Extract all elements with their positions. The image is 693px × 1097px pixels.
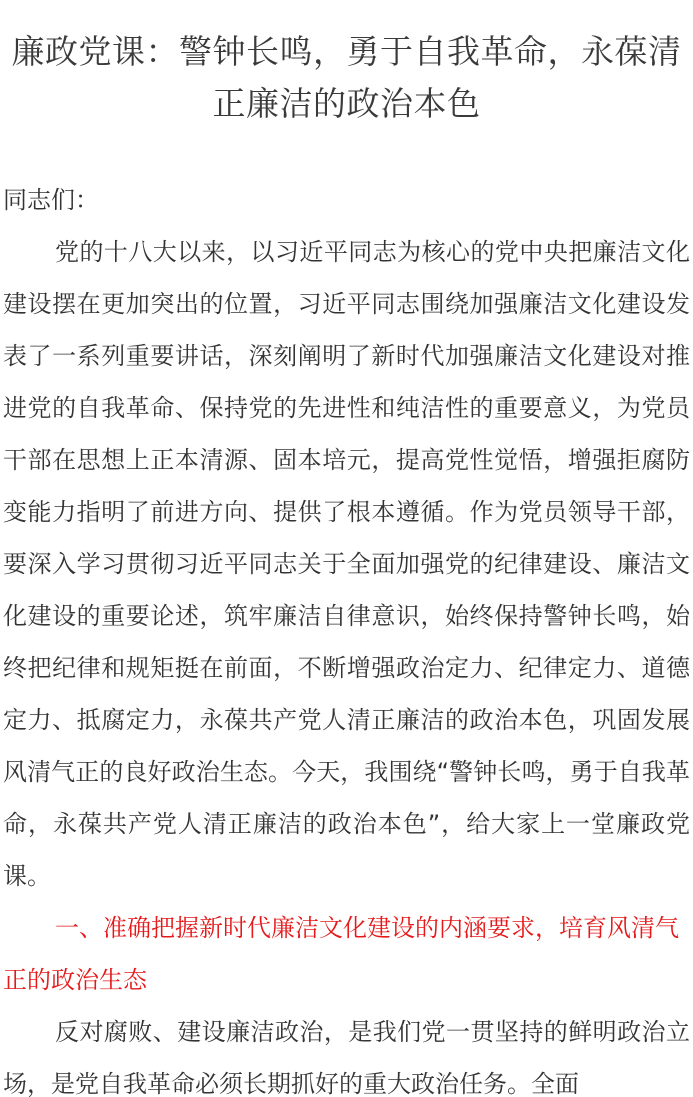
- intro-paragraph: 党的十八大以来，以习近平同志为核心的党中央把廉洁文化建设摆在更加突出的位置，习近平同志围绕加强廉洁文化建设发表了一系列重要讲话，深刻阐明了新时代加强廉洁文化建设对推进党的自我革命、保持党的先进性和纯洁性的重要意义，为党员干部在思想上正本清源、固本培元，提高党性觉悟，增强拒腐防变能力指明了前进方向、提供了根本遵循。作为党员领导干部，要深入学习贯彻习近平同志关于全面加强党的纪律建设、廉洁文化建设的重要论述，筑牢廉洁自律意识，始终保持警钟长鸣，始终把纪律和规矩挺在前面，不断增强政治定力、纪律定力、道德定力、抵腐定力，永葆共产党人清正廉洁的政治本色，巩固发展风清气正的良好政治生态。今天，我围绕“警钟长鸣，勇于自我革命，永葆共产党人清正廉洁的政治本色”，给大家上一堂廉政党课。: [3, 238, 690, 890]
- salutation: 同志们：: [3, 186, 99, 214]
- document-title: 廉政党课：警钟长鸣，勇于自我革命，永葆清正廉洁的政治本色: [11, 32, 682, 123]
- section-heading: 一、准确把握新时代廉洁文化建设的内涵要求，培育风清气正的政治生态: [3, 914, 679, 994]
- section-paragraph: 反对腐败、建设廉洁政治，是我们党一贯坚持的鲜明政治立场，是党自我革命必须长期抓好的重大政治任务。全面: [3, 1018, 690, 1097]
